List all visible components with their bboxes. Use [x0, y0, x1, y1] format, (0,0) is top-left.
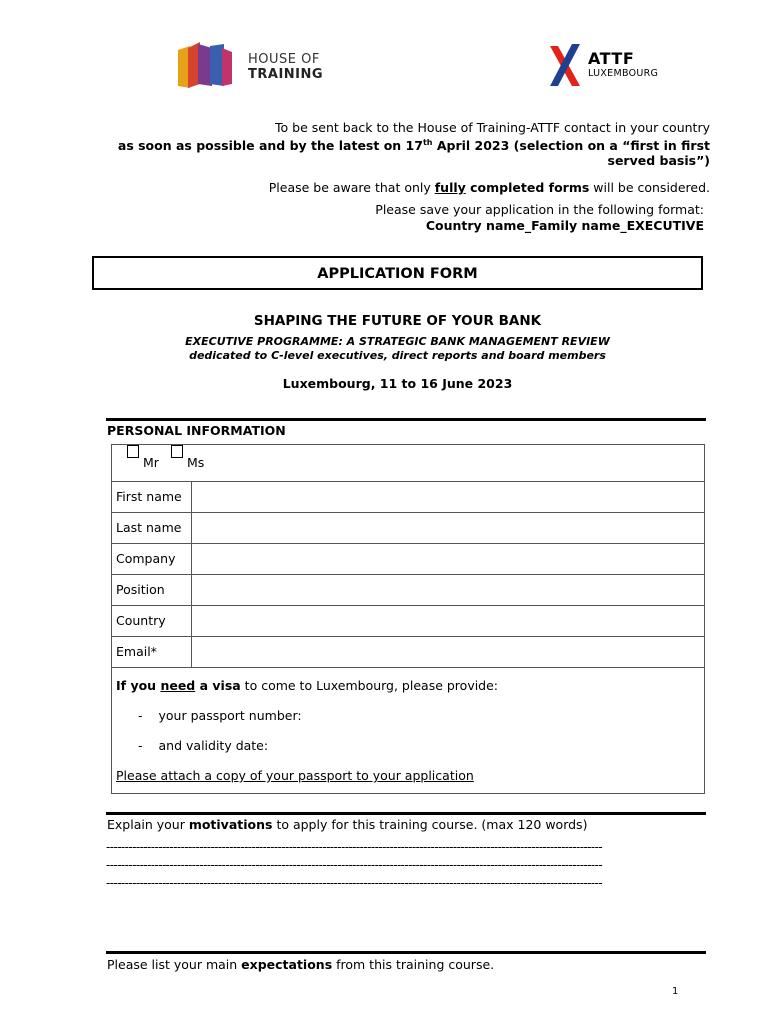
section-divider [106, 418, 706, 421]
mr-checkbox[interactable] [127, 445, 139, 458]
personal-info-heading: PERSONAL INFORMATION [107, 423, 286, 438]
first-name-row [112, 481, 704, 512]
ms-checkbox[interactable] [171, 445, 183, 458]
email-row [112, 636, 704, 667]
motivation-answer-lines[interactable] [106, 838, 706, 892]
deadline-text: as soon as possible and by the latest on 17th April 2023 (selection on a “first in first [117, 138, 710, 154]
motivation-prompt: Explain your motivations to apply for this training course. (max 120 words) [107, 817, 588, 832]
programme-subtitle: EXECUTIVE PROGRAMME: A STRATEGIC BANK MANAGEMENT REVIEW dedicated to C-level executives, direct reports and board members [185, 335, 610, 362]
first-name-field[interactable] [192, 482, 704, 512]
position-field[interactable] [192, 575, 704, 605]
company-row [112, 543, 704, 574]
first-name-label: First name [112, 482, 192, 512]
attf-x-mark-icon [546, 42, 586, 90]
section-divider [106, 812, 706, 815]
country-label: Country [112, 606, 192, 636]
answer-line: ------------------------------------------------------------------------------------------------------------------------------------- [106, 840, 603, 854]
ms-label: Ms [186, 455, 205, 470]
email-label: Email* [112, 637, 192, 667]
application-form-title: APPLICATION FORM [92, 256, 703, 290]
hot-logo-line1: HOUSE OF [248, 52, 320, 67]
programme-title: SHAPING THE FUTURE OF YOUR BANK [253, 313, 542, 329]
send-back-text: To be sent back to the House of Training-ATTF contact in your country [275, 120, 710, 135]
last-name-field[interactable] [192, 513, 704, 543]
filename-format: Country name_Family name_EXECUTIVE [425, 218, 704, 233]
house-of-training-mark-icon [176, 40, 236, 92]
mr-label: Mr [143, 455, 159, 470]
personal-info-table [111, 444, 705, 794]
salutation-row [112, 445, 704, 481]
deadline-text-line2: served basis”) [607, 153, 710, 169]
attf-luxembourg-logo [546, 42, 686, 90]
save-format-block [100, 202, 704, 234]
email-field[interactable] [192, 637, 704, 667]
house-of-training-logo [176, 40, 336, 92]
country-row [112, 605, 704, 636]
visa-instruction: If you need a visa to come to Luxembourg, please provide: [116, 678, 499, 693]
answer-line: ------------------------------------------------------------------------------------------------------------------------------------- [106, 858, 603, 872]
attach-passport-note: Please attach a copy of your passport to your application [116, 768, 474, 783]
attf-logo-line1: ATTF [588, 49, 635, 68]
completeness-notice: Please be aware that only fully completed forms will be considered. [268, 180, 710, 195]
visa-section [112, 667, 704, 793]
save-format-text: Please save your application in the following format: [375, 202, 704, 217]
section-divider [106, 951, 706, 954]
instructions-block [100, 120, 710, 168]
company-label: Company [112, 544, 192, 574]
validity-date-item: - and validity date: [138, 738, 269, 753]
country-field[interactable] [192, 606, 704, 636]
position-row [112, 574, 704, 605]
attf-logo-line2: LUXEMBOURG [588, 68, 659, 79]
expectations-prompt: Please list your main expectations from this training course. [107, 957, 495, 972]
answer-line: ------------------------------------------------------------------------------------------------------------------------------------- [106, 876, 603, 890]
last-name-row [112, 512, 704, 543]
company-field[interactable] [192, 544, 704, 574]
position-label: Position [112, 575, 192, 605]
location-date: Luxembourg, 11 to 16 June 2023 [282, 376, 513, 391]
page-number: 1 [672, 986, 679, 997]
last-name-label: Last name [112, 513, 192, 543]
passport-number-item: - your passport number: [138, 708, 302, 723]
hot-logo-line2: TRAINING [248, 67, 324, 82]
